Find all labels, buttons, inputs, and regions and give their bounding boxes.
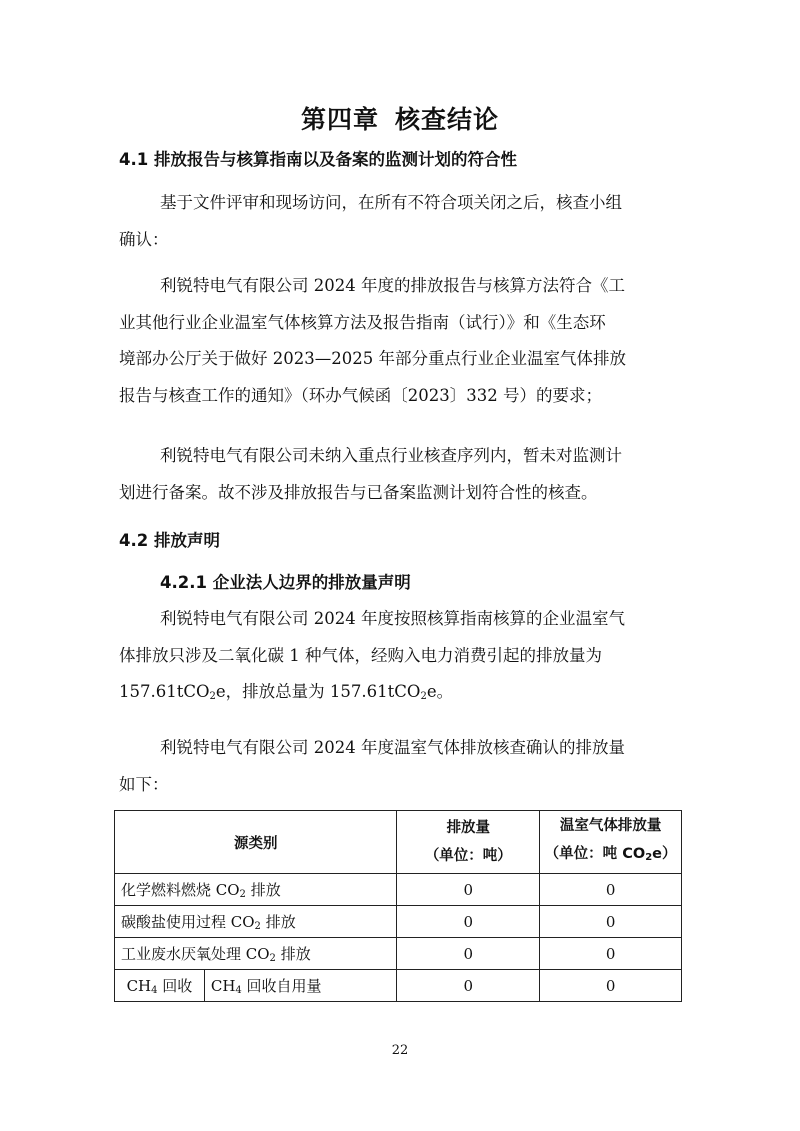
chapter-name: 核查结论 xyxy=(395,105,500,134)
paragraph-line: 利锐特电气有限公司 2024 年度的排放报告与核算方法符合《工 xyxy=(160,276,625,295)
row-source xyxy=(115,938,397,970)
text-run: 排放 xyxy=(245,881,281,899)
row-group-ch4-recovery xyxy=(115,970,205,1002)
text-run: 碳酸盐使用过程 CO xyxy=(121,913,255,931)
row-emission: 0 xyxy=(397,874,540,906)
row-emission: 0 xyxy=(397,938,540,970)
row-ghg: 0 xyxy=(540,938,682,970)
subsection-heading-4-2-1: 4.2.1 企业法人边界的排放量声明 xyxy=(160,573,411,592)
text-run: 排放 xyxy=(260,913,296,931)
paragraph-table-intro xyxy=(119,730,682,803)
text-run: e） xyxy=(652,846,677,862)
paragraph-line: 如下： xyxy=(119,774,169,794)
row-ghg: 0 xyxy=(540,874,682,906)
paragraph-compliance xyxy=(119,268,682,414)
subscript: 2 xyxy=(209,691,216,702)
text-run: 工业废水厌氧处理 CO xyxy=(121,945,270,963)
paragraph-emission-statement xyxy=(119,601,682,716)
header-unit xyxy=(540,840,681,872)
subscript: 4 xyxy=(235,985,242,996)
row-source xyxy=(115,906,397,938)
text-run: CH xyxy=(210,977,236,995)
text-run: e，排放总量为 157.61tCO xyxy=(215,682,421,701)
table-row xyxy=(115,970,682,1002)
row-ghg: 0 xyxy=(540,906,682,938)
table-row xyxy=(115,938,682,970)
row-source xyxy=(204,970,397,1002)
paragraph-line: 确认： xyxy=(119,229,169,249)
header-label: 温室气体排放量 xyxy=(559,818,662,834)
paragraph-line: 划进行备案。故不涉及排放报告与已备案监测计划符合性的核查。 xyxy=(119,482,598,502)
text-run: （单位：吨 CO xyxy=(544,846,646,862)
header-source-type: 源类别 xyxy=(115,811,397,874)
paragraph-line: 利锐特电气有限公司 2024 年度按照核算指南核算的企业温室气 xyxy=(160,609,625,628)
paragraph-confirmation xyxy=(119,185,682,258)
header-emission xyxy=(397,811,540,874)
row-ghg: 0 xyxy=(540,970,682,1002)
paragraph-line: 利锐特电气有限公司 2024 年度温室气体排放核查确认的排放量 xyxy=(160,738,625,757)
text-run: 157.61tCO xyxy=(119,682,210,701)
subscript: 2 xyxy=(254,921,261,932)
text-run: 排放 xyxy=(275,945,311,963)
text-run: 回收自用量 xyxy=(241,977,322,995)
subscript: 2 xyxy=(239,889,246,900)
section-heading-4-1: 4.1 排放报告与核算指南以及备案的监测计划的符合性 xyxy=(119,150,517,169)
paragraph-line: 体排放只涉及二氧化碳 1 种气体，经购入电力消费引起的排放量为 xyxy=(119,645,602,665)
paragraph-monitoring-plan xyxy=(119,438,682,511)
table-row xyxy=(115,874,682,906)
table-header-row xyxy=(115,811,682,874)
paragraph-line: 境部办公厅关于做好 2023—2025 年部分重点行业企业温室气体排放 xyxy=(119,349,626,368)
text-run: 化学燃料燃烧 CO xyxy=(121,881,240,899)
section-heading-4-2: 4.2 排放声明 xyxy=(119,531,220,550)
page-number: 22 xyxy=(391,1043,409,1058)
subscript: 2 xyxy=(420,691,427,702)
subscript: 4 xyxy=(151,985,158,996)
header-ghg-emission xyxy=(540,811,682,874)
text-run: CH xyxy=(126,977,152,995)
row-emission: 0 xyxy=(397,906,540,938)
row-emission: 0 xyxy=(397,970,540,1002)
header-unit: （单位：吨） xyxy=(424,848,512,864)
text-run: 回收 xyxy=(157,977,193,995)
paragraph-line: 基于文件评审和现场访问，在所有不符合项关闭之后，核查小组 xyxy=(160,193,622,212)
row-source xyxy=(115,874,397,906)
paragraph-line: 报告与核查工作的通知》（环办气候函〔2023〕332 号）的要求； xyxy=(119,385,602,405)
paragraph-line: 利锐特电气有限公司未纳入重点行业核查序列内，暂未对监测计 xyxy=(160,446,622,465)
chapter-number: 第四章 xyxy=(300,105,379,134)
subscript: 2 xyxy=(269,953,276,964)
subscript: 2 xyxy=(645,852,653,863)
text-run: e。 xyxy=(426,682,454,701)
chapter-title xyxy=(0,100,800,136)
paragraph-line: 业其他行业企业温室气体核算方法及报告指南（试行）》和《生态环 xyxy=(119,312,606,332)
paragraph-line xyxy=(119,674,682,716)
table-row xyxy=(115,906,682,938)
emissions-table xyxy=(114,810,682,1002)
header-label: 排放量 xyxy=(446,820,491,836)
